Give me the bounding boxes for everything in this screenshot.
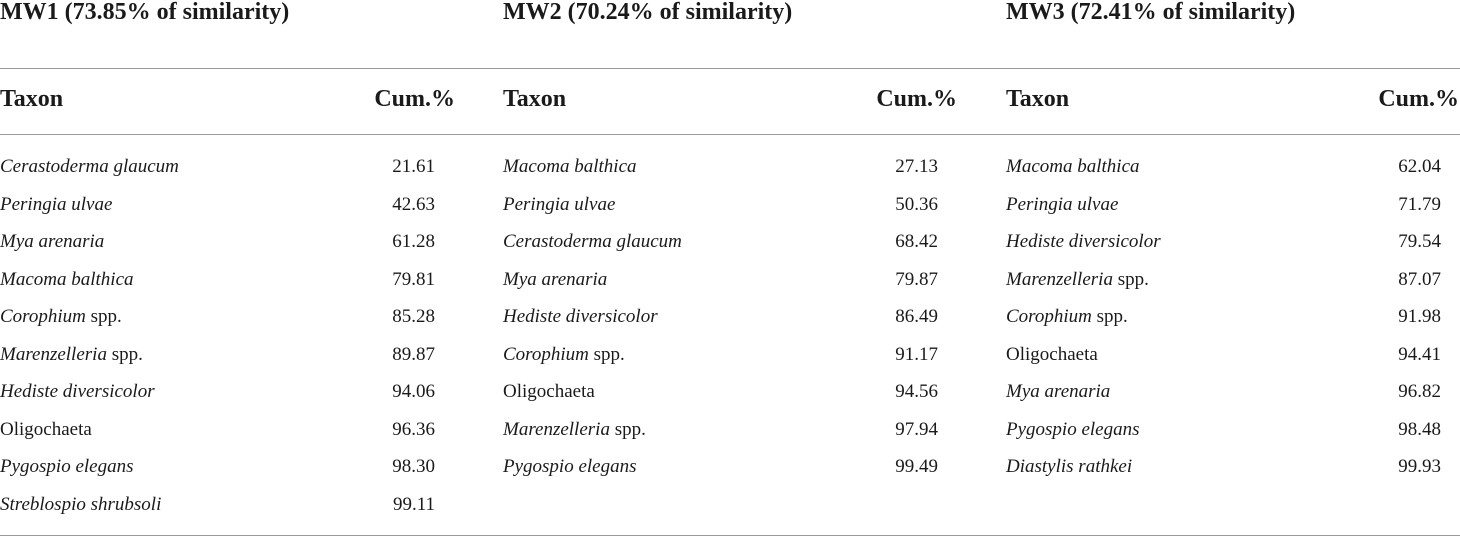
taxon-name-plain: Oligochaeta [0, 418, 92, 440]
taxon-header-mw3: Taxon [1006, 86, 1070, 112]
table-row [0, 336, 440, 374]
taxon-name-italic: Marenzelleria [0, 343, 107, 365]
cum-value: 21.61 [392, 156, 435, 177]
cum-value: 99.93 [1398, 456, 1441, 477]
table-row [0, 148, 440, 186]
cum-value: 99.49 [895, 456, 938, 477]
taxon-name-plain: Oligochaeta [503, 381, 595, 402]
table-row [0, 186, 440, 224]
cum-value: 98.48 [1398, 418, 1441, 440]
taxon-name-plain: Oligochaeta [1006, 343, 1098, 365]
table-row [1006, 261, 1446, 299]
table-row [1006, 373, 1446, 411]
taxon-name-italic: Pygospio elegans [503, 456, 637, 477]
cum-value: 97.94 [895, 418, 938, 440]
group-title-mw1: MW1 (73.85% of similarity) [0, 0, 290, 25]
taxon-name-italic: Corophium [1006, 306, 1092, 327]
taxon-name-italic: Macoma balthica [503, 156, 637, 177]
taxon-name-italic: Peringia ulvae [1006, 193, 1119, 215]
cum-value: 79.81 [392, 268, 435, 290]
table-row [1006, 336, 1446, 374]
taxon-name-italic: Hediste diversicolor [503, 306, 658, 327]
cum-value: 91.98 [1398, 306, 1441, 327]
cum-value: 62.04 [1398, 156, 1441, 177]
taxon-name-italic: Corophium [503, 343, 589, 365]
cum-header-mw2: Cum.% [876, 86, 957, 112]
cum-value: 94.06 [392, 381, 435, 402]
table-row [503, 411, 943, 449]
cum-value: 98.30 [392, 456, 435, 477]
group-title-mw3: MW3 (72.41% of similarity) [1006, 0, 1296, 25]
cum-header-mw1: Cum.% [374, 86, 455, 112]
table-row [1006, 411, 1446, 449]
table-row [503, 261, 943, 299]
table-row [1006, 298, 1446, 336]
cum-value: 87.07 [1398, 268, 1441, 290]
rows-mw3 [1006, 148, 1446, 486]
table-row [1006, 448, 1446, 486]
table-row [503, 186, 943, 224]
cum-value: 79.54 [1398, 231, 1441, 252]
cum-value: 96.82 [1398, 381, 1441, 402]
cum-value: 86.49 [895, 306, 938, 327]
cum-value: 91.17 [895, 343, 938, 365]
taxon-name-italic: Cerastoderma glaucum [0, 156, 179, 177]
taxon-name-italic: Hediste diversicolor [0, 381, 155, 402]
cum-value: 89.87 [392, 343, 435, 365]
header-rule [0, 134, 1460, 135]
table-row [1006, 148, 1446, 186]
taxon-name-italic: Pygospio elegans [0, 456, 134, 477]
table-row [0, 298, 440, 336]
taxon-name-plain: spp. [85, 306, 122, 327]
taxon-name-italic: Marenzelleria [1006, 268, 1113, 290]
taxon-name-italic: Diastylis rathkei [1006, 456, 1133, 477]
table-row [1006, 186, 1446, 224]
taxon-name-italic: Macoma balthica [0, 268, 134, 290]
table-row [503, 336, 943, 374]
rows-mw2 [503, 148, 943, 486]
cum-value: 99.11 [392, 493, 435, 515]
taxon-name-italic: Cerastoderma glaucum [503, 231, 682, 252]
table-row [0, 223, 440, 261]
taxon-name-italic: Macoma balthica [1006, 156, 1140, 177]
group-title-mw2: MW2 (70.24% of similarity) [503, 0, 793, 25]
cum-value: 71.79 [1398, 193, 1441, 215]
table-row [503, 298, 943, 336]
taxon-name-plain: spp. [588, 343, 625, 365]
table-row [1006, 223, 1446, 261]
cum-value: 68.42 [895, 231, 938, 252]
table-row [503, 373, 943, 411]
cum-value: 27.13 [895, 156, 938, 177]
cum-value: 61.28 [392, 231, 435, 252]
taxon-name-plain: spp. [609, 418, 646, 440]
taxon-name-italic: Streblospio shrubsoli [0, 493, 162, 515]
taxon-header-mw1: Taxon [0, 86, 64, 112]
taxon-name-italic: Corophium [0, 306, 86, 327]
taxon-name-italic: Mya arenaria [0, 231, 105, 252]
table-row [503, 148, 943, 186]
cum-value: 96.36 [392, 418, 435, 440]
taxon-name-plain: spp. [1091, 306, 1128, 327]
table-row [0, 448, 440, 486]
table-row [0, 411, 440, 449]
taxon-name-italic: Pygospio elegans [1006, 418, 1140, 440]
taxon-name-italic: Mya arenaria [503, 268, 608, 290]
cum-value: 50.36 [895, 193, 938, 215]
taxon-name-italic: Hediste diversicolor [1006, 231, 1161, 252]
table-row [0, 486, 440, 524]
taxon-header-mw2: Taxon [503, 86, 567, 112]
top-rule [0, 68, 1460, 69]
cum-header-mw3: Cum.% [1378, 86, 1459, 112]
table-row [0, 261, 440, 299]
cum-value: 42.63 [392, 193, 435, 215]
table-row [0, 373, 440, 411]
taxon-name-plain: spp. [1112, 268, 1149, 290]
taxon-name-italic: Marenzelleria [503, 418, 610, 440]
table-row [503, 448, 943, 486]
cum-value: 79.87 [895, 268, 938, 290]
cum-value: 94.41 [1398, 343, 1441, 365]
taxon-name-plain: spp. [106, 343, 143, 365]
cum-value: 94.56 [895, 381, 938, 402]
taxon-name-italic: Peringia ulvae [503, 193, 616, 215]
taxon-name-italic: Mya arenaria [1006, 381, 1111, 402]
bottom-rule [0, 535, 1460, 536]
rows-mw1 [0, 148, 440, 523]
taxon-name-italic: Peringia ulvae [0, 193, 113, 215]
table-row [503, 223, 943, 261]
cum-value: 85.28 [392, 306, 435, 327]
